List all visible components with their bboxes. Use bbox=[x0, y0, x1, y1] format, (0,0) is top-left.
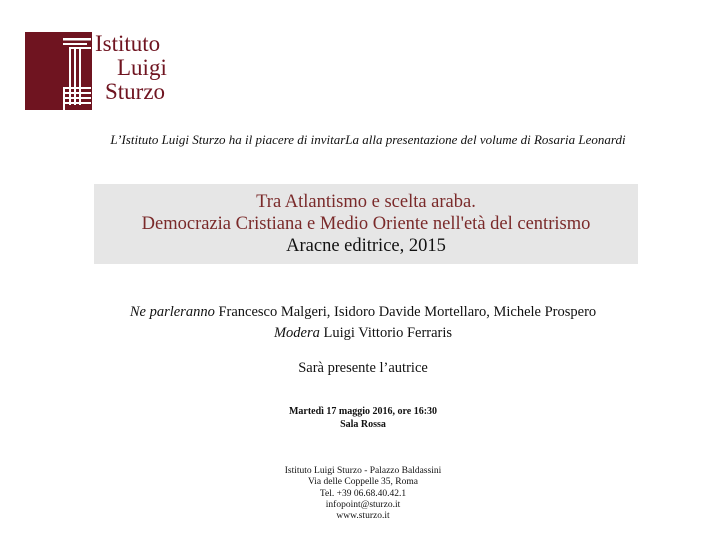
invitation-text: L’Istituto Luigi Sturzo ha il piacere di invitarLa alla presentazione del volume di Rosaria Leonardi bbox=[110, 132, 626, 147]
event-room: Sala Rossa bbox=[340, 419, 386, 430]
institute-logo bbox=[25, 30, 175, 112]
speakers-line bbox=[6, 302, 720, 323]
institute-emblem-icon bbox=[25, 32, 92, 110]
event-details bbox=[0, 405, 720, 431]
speakers-intro: Ne parleranno bbox=[129, 304, 215, 320]
moderator-line bbox=[6, 323, 720, 344]
address-line-2: Via delle Coppelle 35, Roma bbox=[308, 477, 418, 488]
event-date-time: Martedì 17 maggio 2016, ore 16:30 bbox=[288, 406, 438, 417]
speakers-block bbox=[0, 302, 720, 344]
wordmark-line-3: Sturzo bbox=[105, 79, 166, 104]
speakers-names: Francesco Malgeri, Isidoro Davide Mortellaro, Michele Prospero bbox=[218, 304, 597, 320]
book-panel bbox=[94, 184, 638, 264]
moderator-name: Luigi Vittorio Ferraris bbox=[323, 325, 453, 341]
moderator-intro: Modera bbox=[273, 325, 320, 341]
contact-block bbox=[0, 466, 720, 522]
author-presence: Sarà presente l’autrice bbox=[298, 360, 428, 376]
wordmark-line-1: Istituto bbox=[95, 31, 161, 56]
wordmark-line-2: Luigi bbox=[117, 55, 167, 80]
book-title: Tra Atlantismo e scelta araba. bbox=[256, 192, 476, 212]
phone-number: Tel. +39 06.68.40.42.1 bbox=[319, 488, 407, 499]
institute-wordmark bbox=[95, 32, 167, 104]
address-line-1: Istituto Luigi Sturzo - Palazzo Baldassini bbox=[284, 466, 442, 476]
website-link[interactable]: www.sturzo.it bbox=[336, 511, 390, 522]
book-subtitle: Democrazia Cristiana e Medio Oriente nell'età del centrismo bbox=[141, 214, 591, 234]
book-publisher: Aracne editrice, 2015 bbox=[286, 236, 446, 256]
email-link[interactable]: infopoint@sturzo.it bbox=[325, 499, 401, 510]
